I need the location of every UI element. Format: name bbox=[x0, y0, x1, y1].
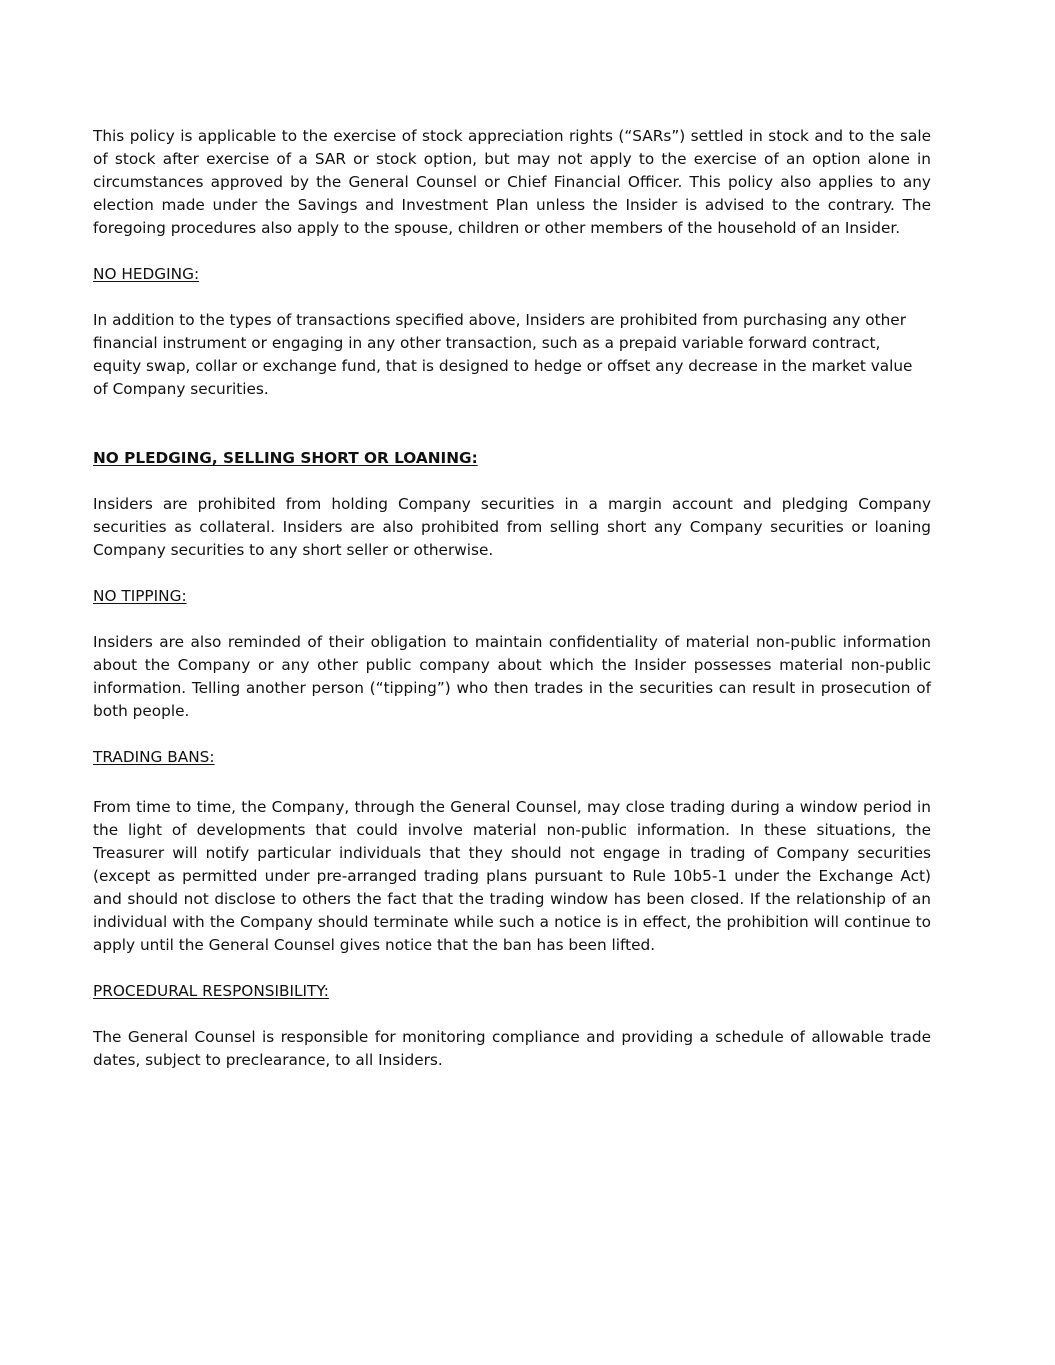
paragraph-procedural-responsibility: The General Counsel is responsible for monitoring compliance and providing a schedule of allowable trade dates, subject to preclearance, to all Insiders. bbox=[93, 1028, 931, 1069]
heading-no-pledging: NO PLEDGING, SELLING SHORT OR LOANING: bbox=[93, 449, 478, 467]
heading-procedural-responsibility: PROCEDURAL RESPONSIBILITY: bbox=[93, 982, 329, 1000]
document-body bbox=[93, 125, 931, 1072]
paragraph-no-hedging: In addition to the types of transactions specified above, Insiders are prohibited from purchasing any other financial instrument or engaging in any other transaction, such as a prepaid variable forward contract, equity swap, collar or exchange fund, that is designed to hedge or offset any decrease in the market value of Company securities. bbox=[93, 311, 913, 398]
intro-paragraph: This policy is applicable to the exercise of stock appreciation rights (“SARs”) settled in stock and to the sale of stock after exercise of a SAR or stock option, but may not apply to the exercise of an option alone in circumstances approved by the General Counsel or Chief Financial Officer. This policy also applies to any election made under the Savings and Investment Plan unless the Insider is advised to the contrary. The foregoing procedures also apply to the spouse, children or other members of the household of an Insider. bbox=[93, 127, 931, 237]
paragraph-no-tipping: Insiders are also reminded of their obligation to maintain confidentiality of material non-public information about the Company or any other public company about which the Insider possesses material non-public information. Telling another person (“tipping”) who then trades in the securities can result in prosecution of both people. bbox=[93, 633, 931, 720]
heading-no-tipping: NO TIPPING: bbox=[93, 587, 187, 605]
paragraph-no-pledging: Insiders are prohibited from holding Company securities in a margin account and pledging Company securities as collateral. Insiders are also prohibited from selling short any Company securities or loaning Company securities to any short seller or otherwise. bbox=[93, 495, 931, 559]
heading-no-hedging: NO HEDGING: bbox=[93, 265, 200, 283]
heading-trading-bans: TRADING BANS: bbox=[93, 748, 215, 766]
paragraph-trading-bans: From time to time, the Company, through the General Counsel, may close trading during a window period in the light of developments that could involve material non-public information. In these situations, the Treasurer will notify particular individuals that they should not engage in trading of Company securities (except as permitted under pre-arranged trading plans pursuant to Rule 10b5-1 under the Exchange Act) and should not disclose to others the fact that the trading window has been closed. If the relationship of an individual with the Company should terminate while such a notice is in effect, the prohibition will continue to apply until the General Counsel gives notice that the ban has been lifted. bbox=[93, 798, 931, 954]
